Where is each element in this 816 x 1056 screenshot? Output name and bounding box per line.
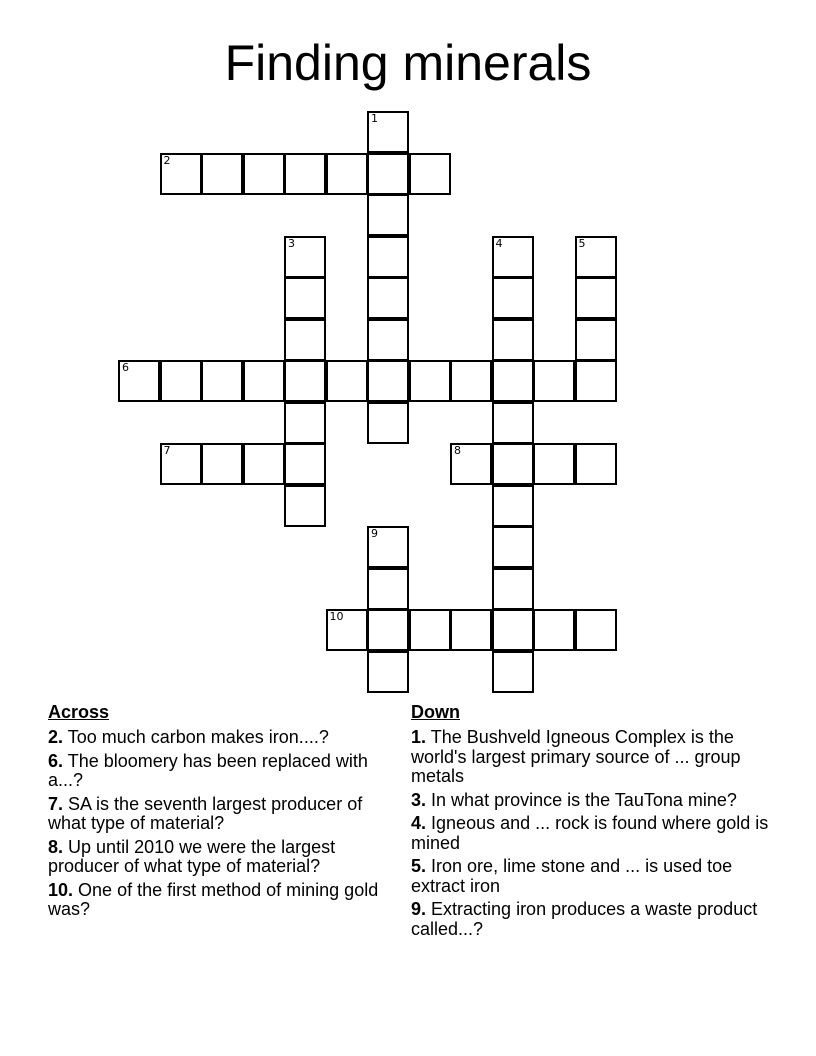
grid-cell[interactable] [367, 568, 409, 610]
grid-cell[interactable] [201, 153, 243, 195]
across-heading: Across [48, 702, 110, 722]
grid-cell[interactable] [118, 360, 160, 402]
down-clues [411, 702, 771, 943]
grid-cell[interactable] [533, 609, 575, 651]
grid-cell[interactable] [575, 443, 617, 485]
clue-number: 1 [371, 112, 378, 125]
grid-cell[interactable] [492, 360, 534, 402]
grid-cell[interactable] [160, 360, 202, 402]
down-clue-9: 9. Extracting iron produces a waste product called...? [411, 899, 758, 939]
grid-cell[interactable] [492, 526, 534, 568]
grid-cell[interactable] [367, 111, 409, 153]
across-clue-10: 10. One of the first method of mining gold was? [48, 879, 379, 919]
grid-cell[interactable] [450, 360, 492, 402]
grid-cell[interactable] [367, 277, 409, 319]
grid-cell[interactable] [450, 609, 492, 651]
grid-cell[interactable] [243, 153, 285, 195]
grid-cell[interactable] [492, 402, 534, 444]
clue-number: 9 [371, 527, 378, 540]
grid-cell[interactable] [575, 277, 617, 319]
grid-cell[interactable] [492, 485, 534, 527]
grid-cell[interactable] [492, 651, 534, 693]
grid-cell[interactable] [284, 360, 326, 402]
grid-cell[interactable] [284, 277, 326, 319]
down-clue-3: 3. In what province is the TauTona mine? [411, 789, 737, 810]
down-heading: Down [411, 702, 460, 722]
down-clue-5: 5. Iron ore, lime stone and ... is used toe extract iron [411, 856, 733, 896]
grid-cell[interactable] [284, 485, 326, 527]
grid-cell[interactable] [284, 402, 326, 444]
across-clue-7: 7. SA is the seventh largest producer of what type of material? [48, 793, 363, 833]
grid-cell[interactable] [326, 360, 368, 402]
grid-cell[interactable] [367, 651, 409, 693]
clue-number: 2 [163, 153, 171, 167]
grid-cell[interactable] [284, 319, 326, 361]
grid-cell[interactable] [575, 236, 617, 278]
grid-cell[interactable] [367, 153, 409, 195]
grid-cell[interactable] [243, 360, 285, 402]
clue-number: 4 [495, 236, 503, 250]
clue-number: 8 [454, 444, 461, 457]
clue-number: 10 [329, 610, 344, 623]
grid-cell[interactable] [533, 360, 575, 402]
grid-cell[interactable] [492, 277, 534, 319]
grid-cell[interactable] [492, 443, 534, 485]
across-clue-6: 6. The bloomery has been replaced with a...? [48, 750, 368, 790]
grid-cell[interactable] [367, 609, 409, 651]
grid-cell[interactable] [492, 568, 534, 610]
grid-cell[interactable] [367, 526, 409, 568]
grid-cell[interactable] [575, 609, 617, 651]
across-clue-8: 8. Up until 2010 we were the largest producer of what type of material? [48, 836, 336, 876]
grid-cell[interactable] [326, 609, 368, 651]
clue-number: 3 [288, 236, 295, 250]
grid-cell[interactable] [492, 319, 534, 361]
across-clues [48, 702, 393, 924]
grid-cell[interactable] [201, 443, 243, 485]
grid-cell[interactable] [450, 443, 492, 485]
clue-number: 5 [578, 236, 586, 250]
grid-cell[interactable] [160, 153, 202, 195]
grid-cell[interactable] [160, 443, 202, 485]
grid-cell[interactable] [284, 443, 326, 485]
grid-cell[interactable] [492, 609, 534, 651]
grid-cell[interactable] [367, 194, 409, 236]
grid-cell[interactable] [284, 153, 326, 195]
grid-cell[interactable] [201, 360, 243, 402]
grid-cell[interactable] [409, 360, 451, 402]
across-clue-2: 2. Too much carbon makes iron....? [48, 727, 329, 747]
clue-number: 7 [163, 444, 171, 457]
grid-cell[interactable] [575, 319, 617, 361]
down-clue-4: 4. Igneous and ... rock is found where gold is mined [411, 813, 769, 853]
grid-cell[interactable] [284, 236, 326, 278]
page-title: Finding minerals [224, 35, 592, 91]
grid-cell[interactable] [367, 360, 409, 402]
grid-cell[interactable] [409, 609, 451, 651]
grid-cell[interactable] [575, 360, 617, 402]
grid-cell[interactable] [326, 153, 368, 195]
clue-number: 6 [122, 361, 129, 374]
grid-cell[interactable] [367, 236, 409, 278]
grid-cell[interactable] [409, 153, 451, 195]
grid-cell[interactable] [367, 402, 409, 444]
grid-cell[interactable] [367, 319, 409, 361]
grid-cell[interactable] [533, 443, 575, 485]
grid-cell[interactable] [492, 236, 534, 278]
down-clue-1: 1. The Bushveld Igneous Complex is the world's largest primary source of ... group metals [411, 727, 741, 786]
grid-cell[interactable] [243, 443, 285, 485]
